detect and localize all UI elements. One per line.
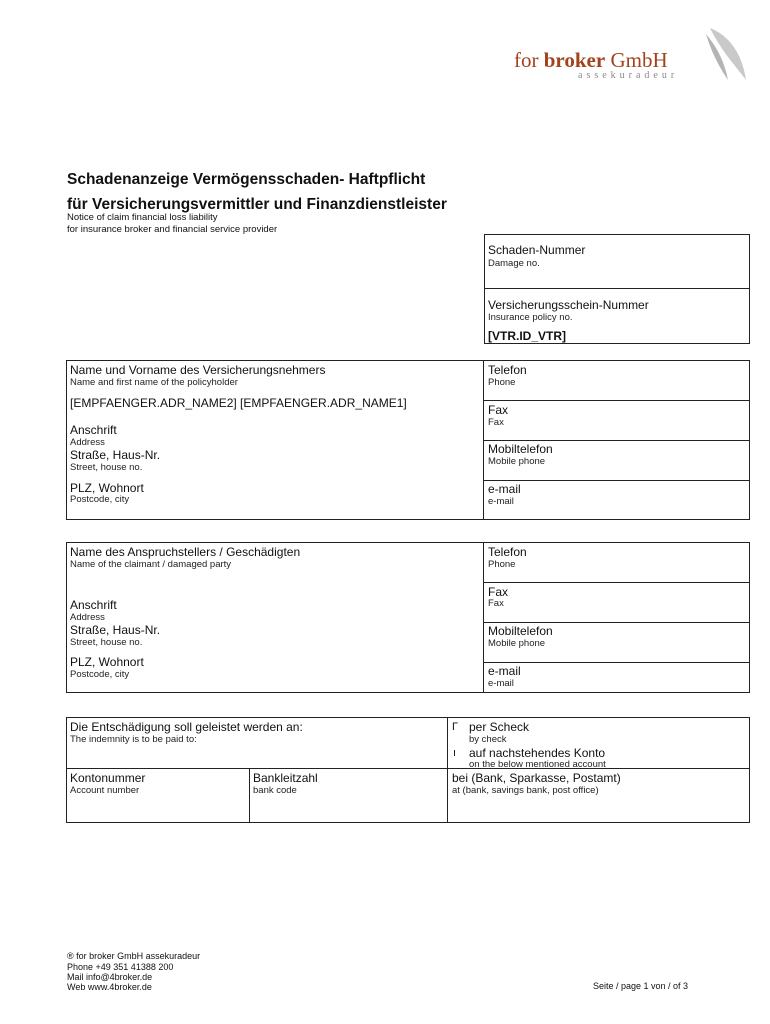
damage-number-label: Schaden-Nummer (488, 243, 586, 257)
policyholder-phone-sub: Phone (488, 377, 516, 388)
policyholder-name-label: Name und Vorname des Versicherungsnehmers (70, 363, 326, 377)
claimant-street-label: Straße, Haus-Nr. (70, 623, 161, 637)
footer-phone: Phone +49 351 41388 200 (67, 962, 174, 972)
logo-wordmark (514, 48, 668, 72)
check-payment-sub: by check (469, 734, 507, 745)
policyholder-phone-field[interactable] (560, 362, 748, 398)
bank-code-label: Bankleitzahl (253, 771, 318, 785)
claimant-postcode-sub: Postcode, city (70, 669, 130, 680)
check-payment-label: per Scheck (469, 720, 530, 734)
claimant-street-sub: Street, house no. (70, 637, 143, 648)
footer-page-number: Seite / page 1 von / of 3 (593, 981, 689, 991)
claimant-phone-field[interactable] (560, 544, 748, 580)
policyholder-email-label: e-mail (488, 482, 521, 496)
claimant-email-field[interactable] (560, 664, 748, 691)
policyholder-mobile-label: Mobiltelefon (488, 442, 553, 456)
claimant-postcode-field[interactable] (240, 655, 478, 679)
claimant-phone-label: Telefon (488, 545, 527, 559)
policy-number-sub: Insurance policy no. (488, 312, 573, 323)
logo-bold: broker (543, 48, 606, 72)
account-number-label: Kontonummer (70, 771, 146, 785)
claimant-address-label: Anschrift (70, 598, 117, 612)
policyholder-mobile-sub: Mobile phone (488, 456, 546, 467)
claimant-fax-label: Fax (488, 585, 509, 599)
claimant-phone-sub: Phone (488, 559, 516, 570)
bank-code-field[interactable] (251, 797, 446, 821)
check-payment-checkbox[interactable]: Γ (452, 721, 459, 733)
footer-company: ® for broker GmbH assekuradeur (67, 951, 201, 961)
bank-code-sub: bank code (253, 785, 297, 796)
claimant-email-sub: e-mail (488, 678, 514, 689)
logo-suffix: GmbH (605, 48, 668, 72)
policyholder-address-label: Anschrift (70, 423, 117, 437)
policyholder-phone-label: Telefon (488, 363, 527, 377)
claimant-mobile-label: Mobiltelefon (488, 624, 553, 638)
bank-name-field[interactable] (449, 797, 748, 821)
claimant-postcode-label: PLZ, Wohnort (70, 655, 144, 669)
policyholder-fax-sub: Fax (488, 417, 504, 428)
claimant-address-sub: Address (70, 612, 105, 623)
account-payment-sub: on the below mentioned account (469, 759, 606, 770)
claimant-fax-sub: Fax (488, 598, 504, 609)
claimant-name-sub: Name of the claimant / damaged party (70, 559, 232, 570)
sail-logo-icon (690, 24, 760, 84)
policyholder-street-label: Straße, Haus-Nr. (70, 448, 161, 462)
policyholder-postcode-sub: Postcode, city (70, 494, 130, 505)
claimant-street-field[interactable] (240, 623, 478, 647)
claimant-name-label: Name des Anspruchstellers / Geschädigten (70, 545, 301, 559)
policyholder-postcode-field[interactable] (240, 481, 478, 505)
footer-web: Web www.4broker.de (67, 982, 152, 992)
footer-mail: Mail info@4broker.de (67, 972, 153, 982)
policyholder-mobile-field[interactable] (600, 442, 748, 478)
claimant-name-field[interactable] (70, 574, 478, 592)
form-title-line2: für Versicherungsvermittler und Finanzdienstleister (67, 196, 447, 213)
form-intro-line1: Notice of claim financial loss liability (67, 212, 218, 223)
logo-tagline: assekuradeur (578, 70, 679, 81)
policy-number-label: Versicherungsschein-Nummer (488, 298, 649, 312)
policyholder-name-sub: Name and first name of the policyholder (70, 377, 238, 388)
bank-name-label: bei (Bank, Sparkasse, Postamt) (452, 771, 621, 785)
policyholder-street-sub: Street, house no. (70, 462, 143, 473)
policyholder-email-sub: e-mail (488, 496, 514, 507)
claimant-fax-field[interactable] (560, 584, 748, 620)
indemnity-label: Die Entschädigung soll geleistet werden an: (70, 720, 303, 734)
policyholder-postcode-label: PLZ, Wohnort (70, 481, 144, 495)
policyholder-name-field[interactable]: [EMPFAENGER.ADR_NAME2] [EMPFAENGER.ADR_NAME1] (70, 396, 407, 410)
policyholder-fax-field[interactable] (560, 402, 748, 438)
policyholder-street-field[interactable] (240, 448, 478, 472)
indemnity-sub: The indemnity is to be paid to: (70, 734, 197, 745)
claimant-mobile-field[interactable] (600, 624, 748, 660)
bank-name-sub: at (bank, savings bank, post office) (452, 785, 599, 796)
logo-prefix: for (514, 48, 544, 72)
damage-number-field[interactable] (485, 270, 749, 287)
damage-number-sub: Damage no. (488, 258, 540, 269)
policyholder-email-field[interactable] (560, 482, 748, 518)
company-logo (514, 48, 764, 88)
policyholder-address-sub: Address (70, 437, 105, 448)
account-payment-checkbox[interactable]: ı (453, 747, 457, 759)
account-number-field[interactable] (68, 797, 248, 821)
account-number-sub: Account number (70, 785, 140, 796)
claimant-email-label: e-mail (488, 664, 521, 678)
form-intro-line2: for insurance broker and financial service provider (67, 224, 278, 235)
account-payment-label: auf nachstehendes Konto (469, 746, 606, 760)
policy-number-field[interactable]: [VTR.ID_VTR] (488, 329, 566, 343)
form-title-line1: Schadenanzeige Vermögensschaden- Haftpflicht (67, 171, 426, 188)
policyholder-fax-label: Fax (488, 403, 509, 417)
claimant-mobile-sub: Mobile phone (488, 638, 546, 649)
